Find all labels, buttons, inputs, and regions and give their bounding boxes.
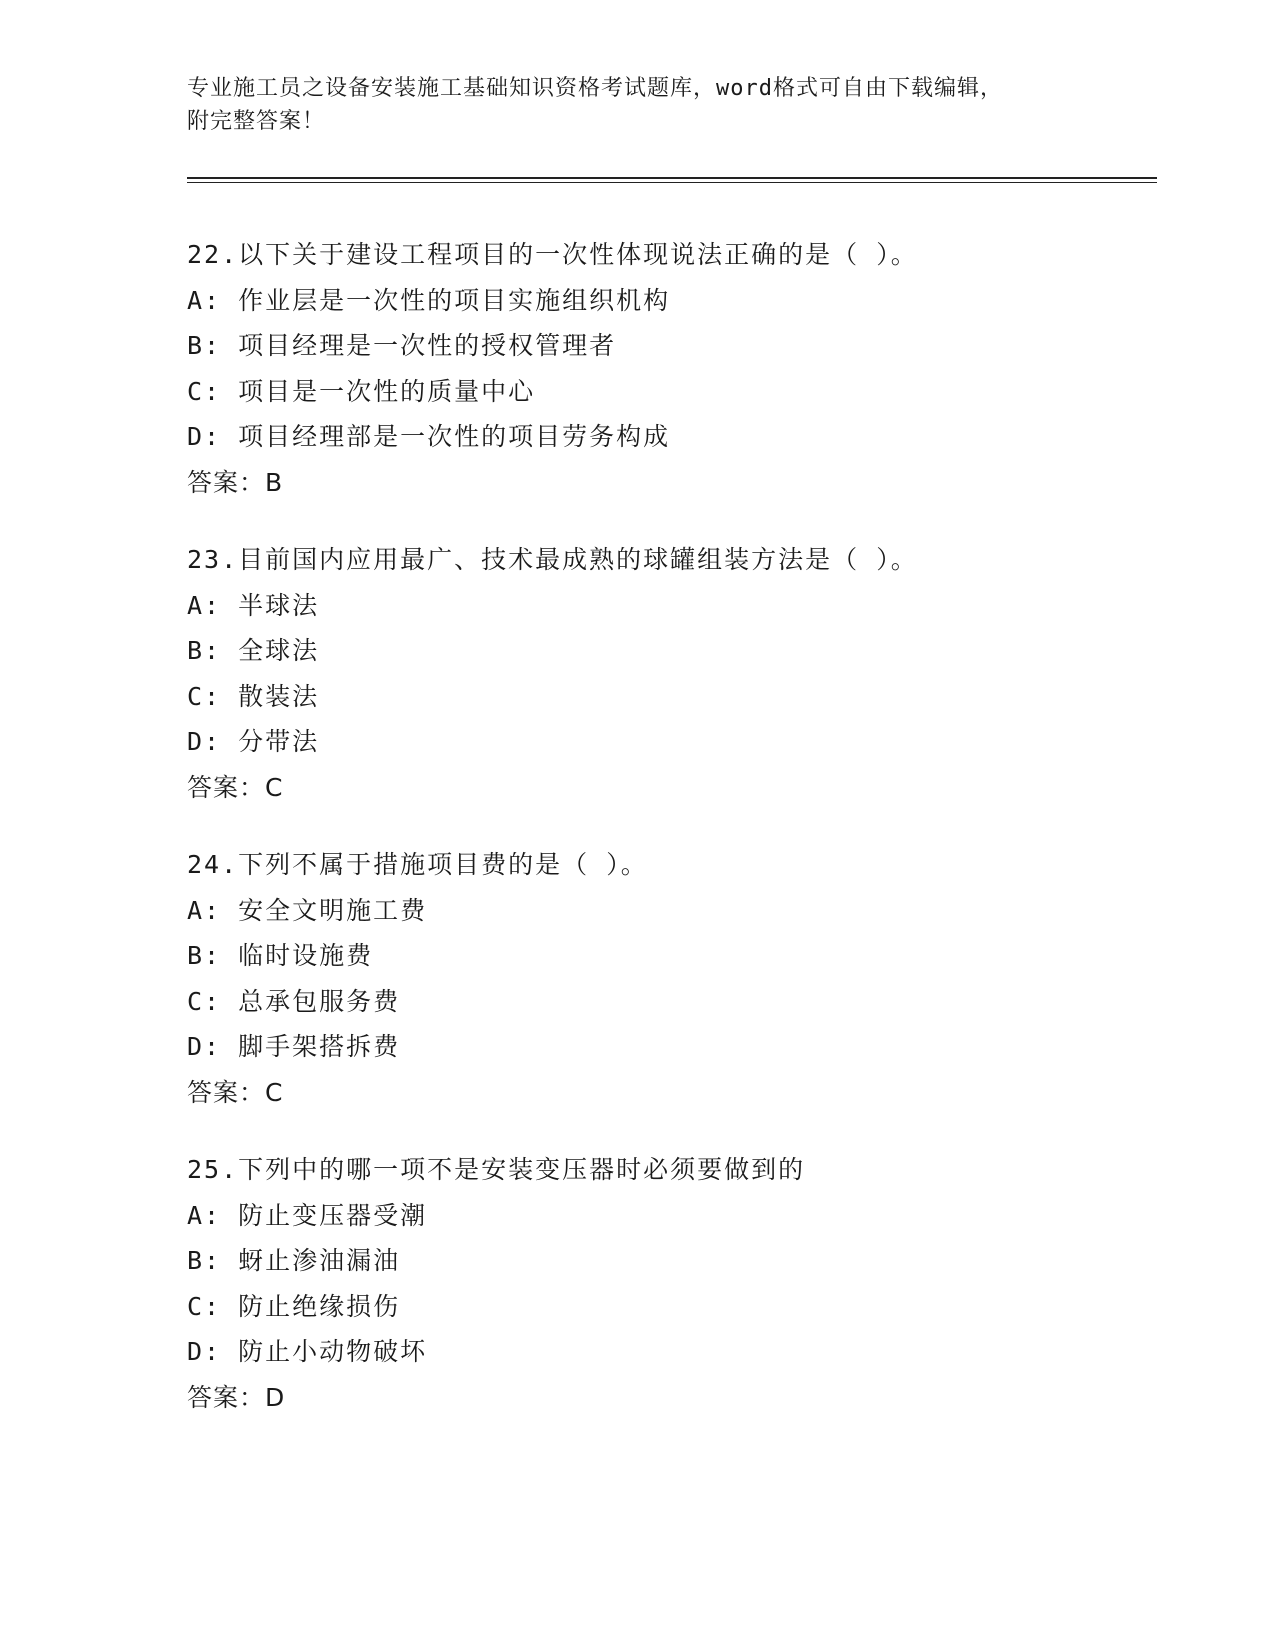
option-d: D: 防止小动物破坏 [187,1337,428,1366]
answer-line: 答案：C [187,1077,284,1107]
question-22 [187,232,1157,505]
option-a: A: 安全文明施工费 [187,895,428,925]
question-title: 22.以下关于建设工程项目的一次性体现说法正确的是（ ）。 [187,240,918,269]
question-list [187,232,1157,1452]
option-d: D: 项目经理部是一次性的项目劳务构成 [187,422,671,451]
question-24 [187,842,1157,1115]
question-title: 23.目前国内应用最广、技术最成熟的球罐组装方法是（ ）。 [187,545,918,574]
answer-line: 答案：D [187,1382,286,1412]
option-b: B: 项目经理是一次性的授权管理者 [187,331,617,360]
header-line-2: 附完整答案！ [187,109,326,134]
answer-line: 答案：C [187,772,284,802]
option-d: D: 脚手架搭拆费 [187,1032,401,1061]
question-title: 25.下列中的哪一项不是安装变压器时必须要做到的 [187,1155,806,1184]
option-d: D: 分带法 [187,727,320,756]
option-c: C: 项目是一次性的质量中心 [187,376,536,406]
question-title: 24.下列不属于措施项目费的是（ ）。 [187,850,648,879]
header-divider-thin [187,182,1157,183]
header-line-1: 专业施工员之设备安装施工基础知识资格考试题库，word格式可自由下载编辑， [187,76,1003,101]
option-a: A: 作业层是一次性的项目实施组织机构 [187,285,671,315]
question-25 [187,1147,1157,1420]
option-b: B: 临时设施费 [187,941,374,970]
option-a: A: 半球法 [187,590,320,620]
document-page [187,0,1157,1650]
header-divider [187,177,1157,179]
option-a: A: 防止变压器受潮 [187,1200,428,1230]
question-23 [187,537,1157,810]
option-c: C: 防止绝缘损伤 [187,1291,401,1321]
option-b: B: 全球法 [187,636,320,665]
option-c: C: 总承包服务费 [187,986,401,1016]
document-header [187,72,1087,138]
option-b: B: 蚜止渗油漏油 [187,1246,401,1275]
option-c: C: 散装法 [187,681,320,711]
answer-line: 答案：B [187,467,284,497]
